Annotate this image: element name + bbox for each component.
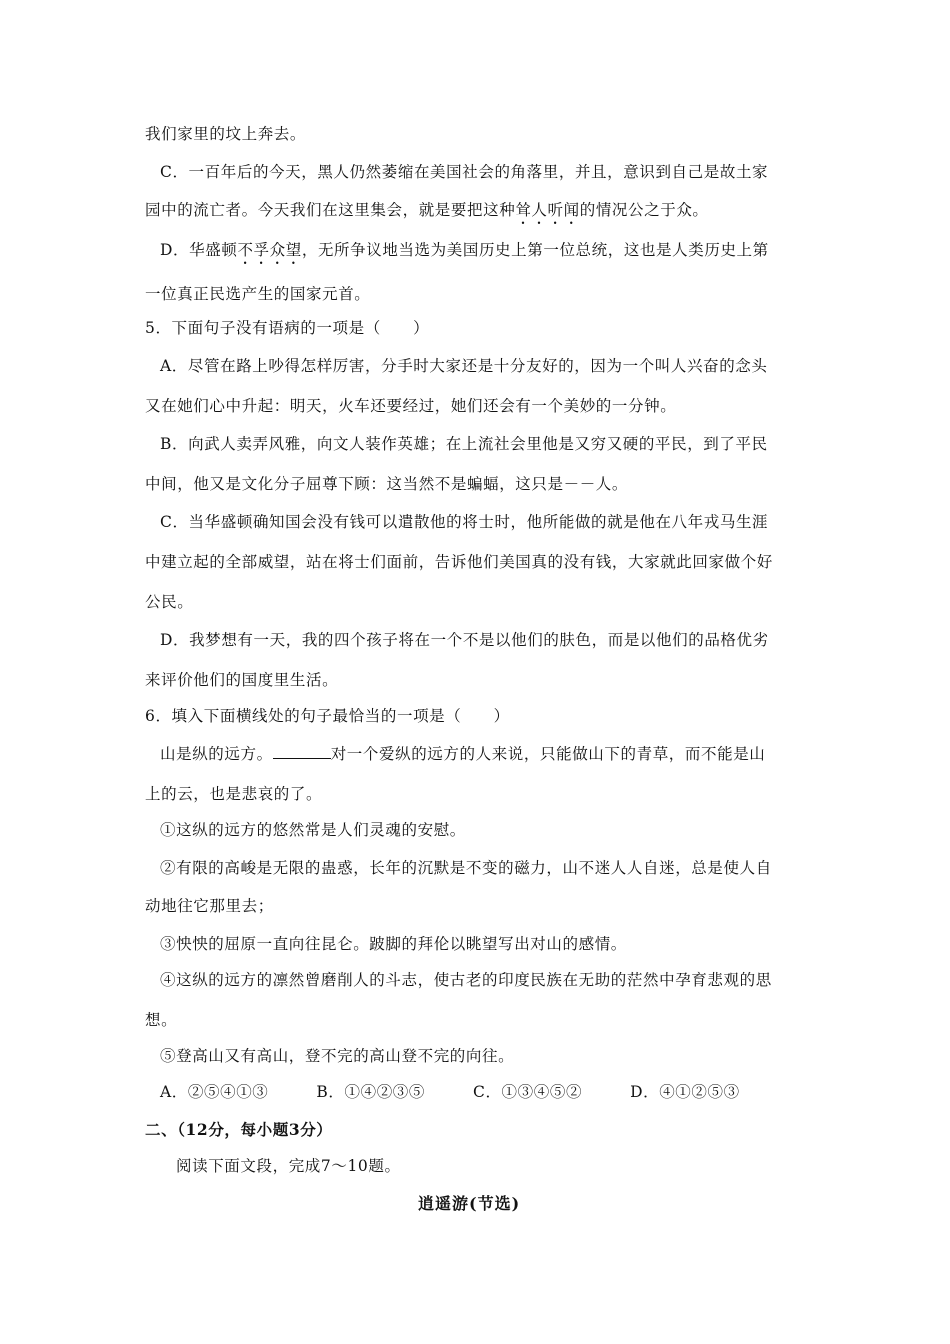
q6-passage-line-2: 上的云，也是悲哀的了。 [145, 785, 323, 803]
q6-item-4-line-2: 想。 [145, 1011, 178, 1029]
option-c-line-2: 园中的流亡者。今天我们在这里集会，就是要把这种耸人听闻的情况公之于众。 [145, 201, 709, 219]
q5-option-b-line-1: B．向武人卖弄风雅，向文人装作英雄；在上流社会里他是又穷又硬的平民，到了平民 [160, 435, 768, 453]
reading-instruction: 阅读下面文段，完成7～10题。 [176, 1157, 401, 1175]
option-d-line-1: D．华盛顿不孚众望，无所争议地当选为美国历史上第一位总统，这也是人类历史上第 [160, 241, 769, 259]
q6-item-5: ⑤登高山又有高山，登不完的高山登不完的向往。 [160, 1047, 515, 1065]
option-d-line-2: 一位真正民选产生的国家元首。 [145, 285, 371, 303]
q6-item-4-line-1: ④这纵的远方的凛然曾磨削人的斗志，使古老的印度民族在无助的茫然中孕育悲观的思 [160, 971, 772, 989]
fill-blank [273, 744, 331, 759]
q6-item-1: ①这纵的远方的悠然常是人们灵魂的安慰。 [160, 821, 466, 839]
section-2-heading: 二、（12分，每小题3分） [145, 1120, 333, 1139]
q6-item-3: ③怏怏的屈原一直向往昆仑。跛脚的拜伦以眺望写出对山的感情。 [160, 935, 627, 953]
q6-passage-line-1: 山是纵的远方。 对一个爱纵的远方的人来说，只能做山下的青草，而不能是山 [160, 745, 766, 763]
dotted-phrase: 耸人听闻 [515, 201, 580, 219]
question-6: 6．填入下面横线处的句子最恰当的一项是（ ） [145, 707, 510, 725]
q5-option-a-line-1: A．尽管在路上吵得怎样厉害，分手时大家还是十分友好的，因为一个叫人兴奋的念头 [160, 357, 768, 375]
option-a: A．②⑤④①③ [160, 1083, 269, 1101]
option-b: B．①④②③⑤ [316, 1083, 425, 1101]
q5-option-a-line-2: 又在她们心中升起：明天，火车还要经过，她们还会有一个美妙的一分钟。 [145, 397, 677, 415]
passage-title: 逍遥游(节选) [418, 1194, 521, 1213]
q5-option-c-line-3: 公民。 [145, 593, 194, 611]
q5-option-d-line-2: 来评价他们的国度里生活。 [145, 671, 339, 689]
question-5: 5．下面句子没有语病的一项是（ ） [145, 319, 430, 337]
q6-item-2-line-2: 动地往它那里去； [145, 897, 274, 915]
q5-option-c-line-2: 中建立起的全部威望，站在将士们面前，告诉他们美国真的没有钱，大家就此回家做个好 [145, 553, 773, 571]
q5-option-b-line-2: 中间，他又是文化分子屈尊下顾：这当然不是蝙蝠，这只是－－人。 [145, 475, 629, 493]
text-line: 我们家里的坟上奔去。 [145, 125, 307, 143]
q6-item-2-line-1: ②有限的高峻是无限的蛊惑，长年的沉默是不变的磁力，山不迷人人自迷，总是使人自 [160, 859, 772, 877]
q5-option-c-line-1: C．当华盛顿确知国会没有钱可以遣散他的将士时，他所能做的就是他在八年戎马生涯 [160, 513, 769, 531]
dotted-phrase: 不孚众望 [237, 241, 302, 259]
option-c-line-1: C．一百年后的今天，黑人仍然萎缩在美国社会的角落里，并且，意识到自己是故土家 [160, 163, 769, 181]
q6-options [160, 1082, 788, 1102]
option-c: C．①③④⑤② [473, 1083, 583, 1101]
option-d: D．④①②⑤③ [630, 1083, 740, 1101]
q5-option-d-line-1: D．我梦想有一天，我的四个孩子将在一个不是以他们的肤色，而是以他们的品格优劣 [160, 631, 769, 649]
